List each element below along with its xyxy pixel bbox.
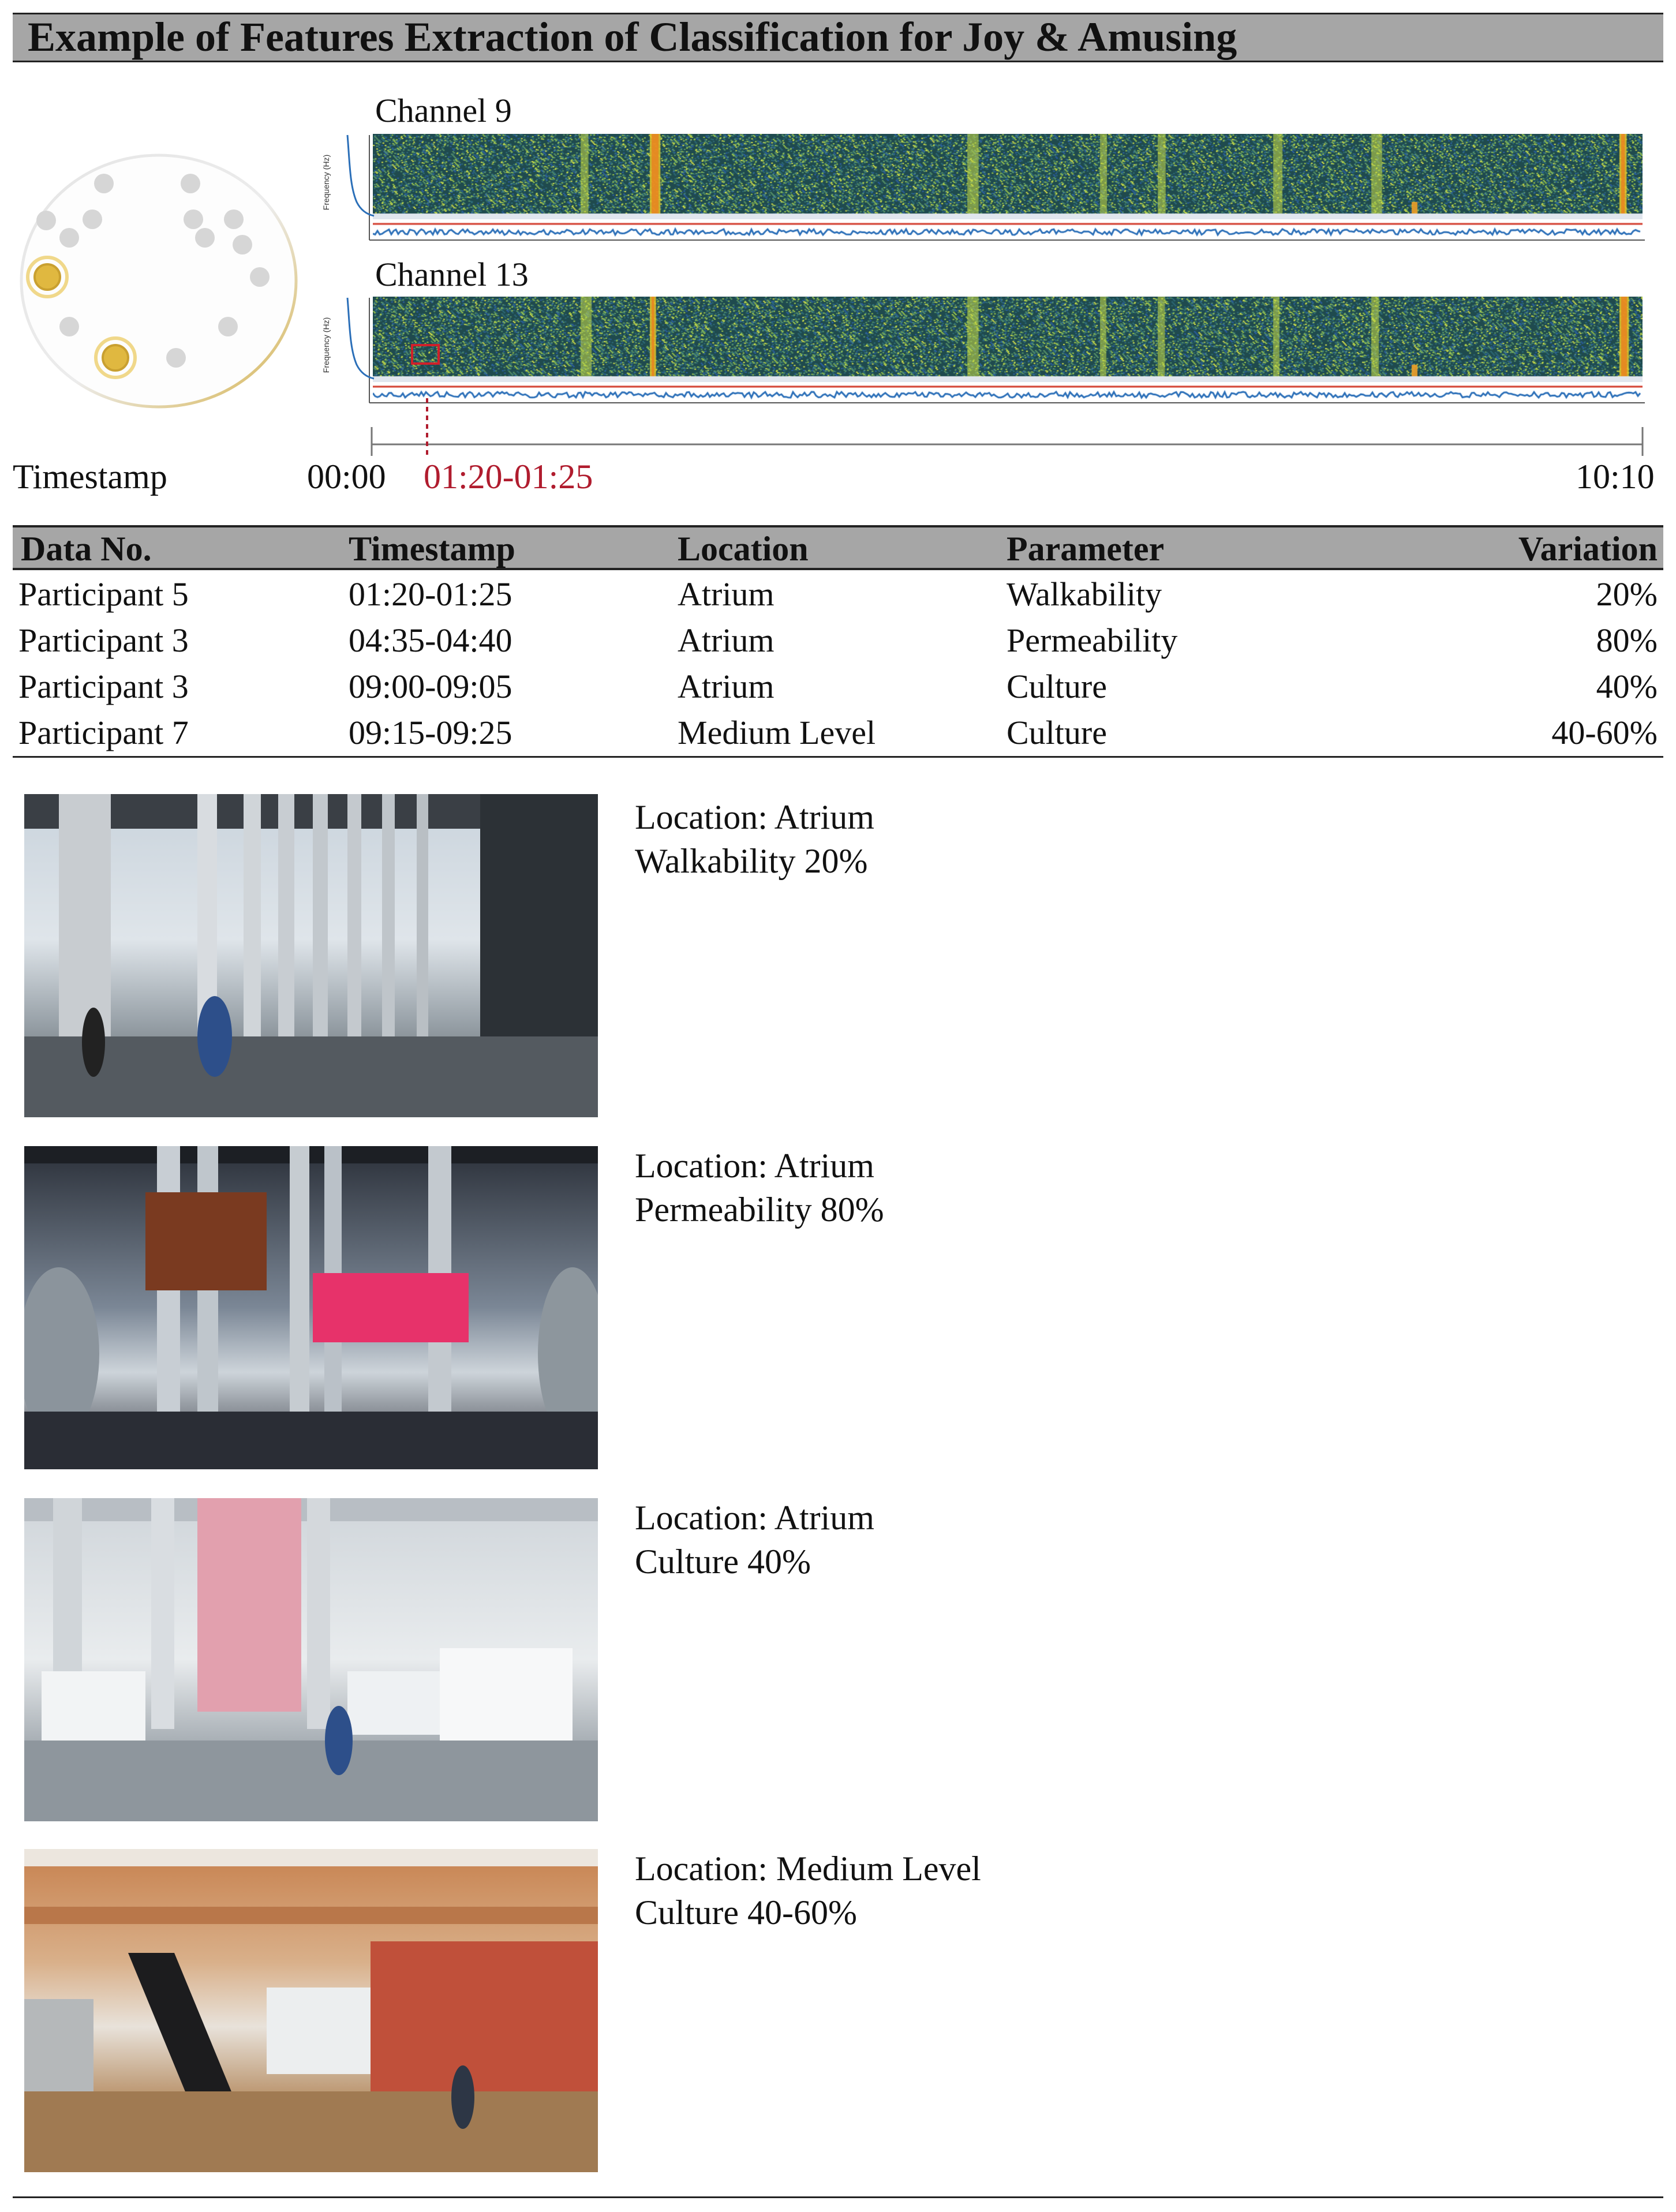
channel-9-psd-curve [342, 134, 376, 220]
timeline-label: Timestamp [13, 458, 167, 496]
scene-3-param: Culture 40% [635, 1543, 811, 1581]
figure-bottom-rule [13, 2196, 1663, 2198]
electrode [233, 235, 252, 254]
channel-13-ylabel: Frequency (Hz) [321, 317, 331, 373]
table-row-3-parameter: Culture [1007, 668, 1107, 705]
highlight-box [411, 344, 440, 365]
electrode [36, 211, 56, 230]
channel-9-ylabel: Frequency (Hz) [321, 154, 331, 211]
scene-2-image [24, 1146, 598, 1469]
table-row-4-variation: 40-60% [1551, 714, 1658, 751]
timeline-marker: 01:20-01:25 [424, 458, 593, 496]
table-row-1-variation: 20% [1596, 575, 1658, 613]
electrode-active [103, 345, 128, 370]
scene-2-param: Permeability 80% [635, 1191, 884, 1229]
th-data-no: Data No. [21, 530, 152, 568]
electrode [94, 174, 114, 193]
electrode [195, 228, 215, 248]
table-row-1-data-no: Participant 5 [18, 575, 189, 613]
electrode [83, 209, 102, 229]
channel-13-heatmap [373, 297, 1643, 382]
electrode [166, 348, 186, 368]
scene-4-param: Culture 40-60% [635, 1893, 857, 1932]
table-row-3-timestamp: 09:00-09:05 [349, 668, 512, 705]
channel-13-psd-curve [342, 297, 376, 383]
table-row-2-timestamp: 04:35-04:40 [349, 622, 512, 659]
scene-3-image [24, 1498, 598, 1821]
table-row-2-location: Atrium [678, 622, 775, 659]
timeline-start: 00:00 [307, 458, 386, 496]
channel-9-signal-trace [373, 217, 1643, 241]
table-row-2-parameter: Permeability [1007, 622, 1178, 659]
th-timestamp: Timestamp [349, 530, 515, 568]
scene-4-location: Location: Medium Level [635, 1850, 981, 1888]
scene-1-image [24, 794, 598, 1117]
table-row-2-variation: 80% [1596, 622, 1658, 659]
channel-13-label: Channel 13 [375, 256, 529, 293]
electrode [59, 228, 79, 248]
figure-title: Example of Features Extraction of Classification for Joy & Amusing [28, 14, 1237, 60]
table-header-bar [13, 525, 1663, 570]
electrode [181, 174, 200, 193]
th-parameter: Parameter [1007, 530, 1165, 568]
table-row-4-parameter: Culture [1007, 714, 1107, 751]
channel-9-spectrogram [312, 130, 1645, 246]
table-row-2-data-no: Participant 3 [18, 622, 189, 659]
electrode [250, 267, 270, 287]
scene-4-image [24, 1849, 598, 2172]
table-row-1-location: Atrium [678, 575, 775, 613]
channel-9-heatmap [373, 134, 1643, 219]
scene-1-param: Walkability 20% [635, 842, 868, 880]
table-row-3-location: Atrium [678, 668, 775, 705]
electrode [218, 317, 238, 336]
table-row-4-data-no: Participant 7 [18, 714, 189, 751]
electrode [224, 209, 244, 229]
table-row-4-location: Medium Level [678, 714, 876, 751]
scene-2-location: Location: Atrium [635, 1147, 874, 1185]
electrode [184, 209, 203, 229]
table-row-1-parameter: Walkability [1007, 575, 1162, 613]
table-row-1-timestamp: 01:20-01:25 [349, 575, 512, 613]
scene-3-location: Location: Atrium [635, 1499, 874, 1537]
th-variation: Variation [1518, 530, 1658, 568]
th-location: Location [678, 530, 809, 568]
scene-1-location: Location: Atrium [635, 798, 874, 836]
table-row-3-variation: 40% [1596, 668, 1658, 705]
channel-13-spectrogram [312, 293, 1645, 409]
electrode-active [35, 264, 60, 290]
timeline-end: 10:10 [1576, 458, 1655, 496]
table-row-3-data-no: Participant 3 [18, 668, 189, 705]
channel-9-label: Channel 9 [375, 92, 512, 129]
electrode-head-map [17, 151, 300, 411]
table-row-4-timestamp: 09:15-09:25 [349, 714, 512, 751]
table-bottom-rule [13, 756, 1663, 758]
electrode [59, 317, 79, 336]
